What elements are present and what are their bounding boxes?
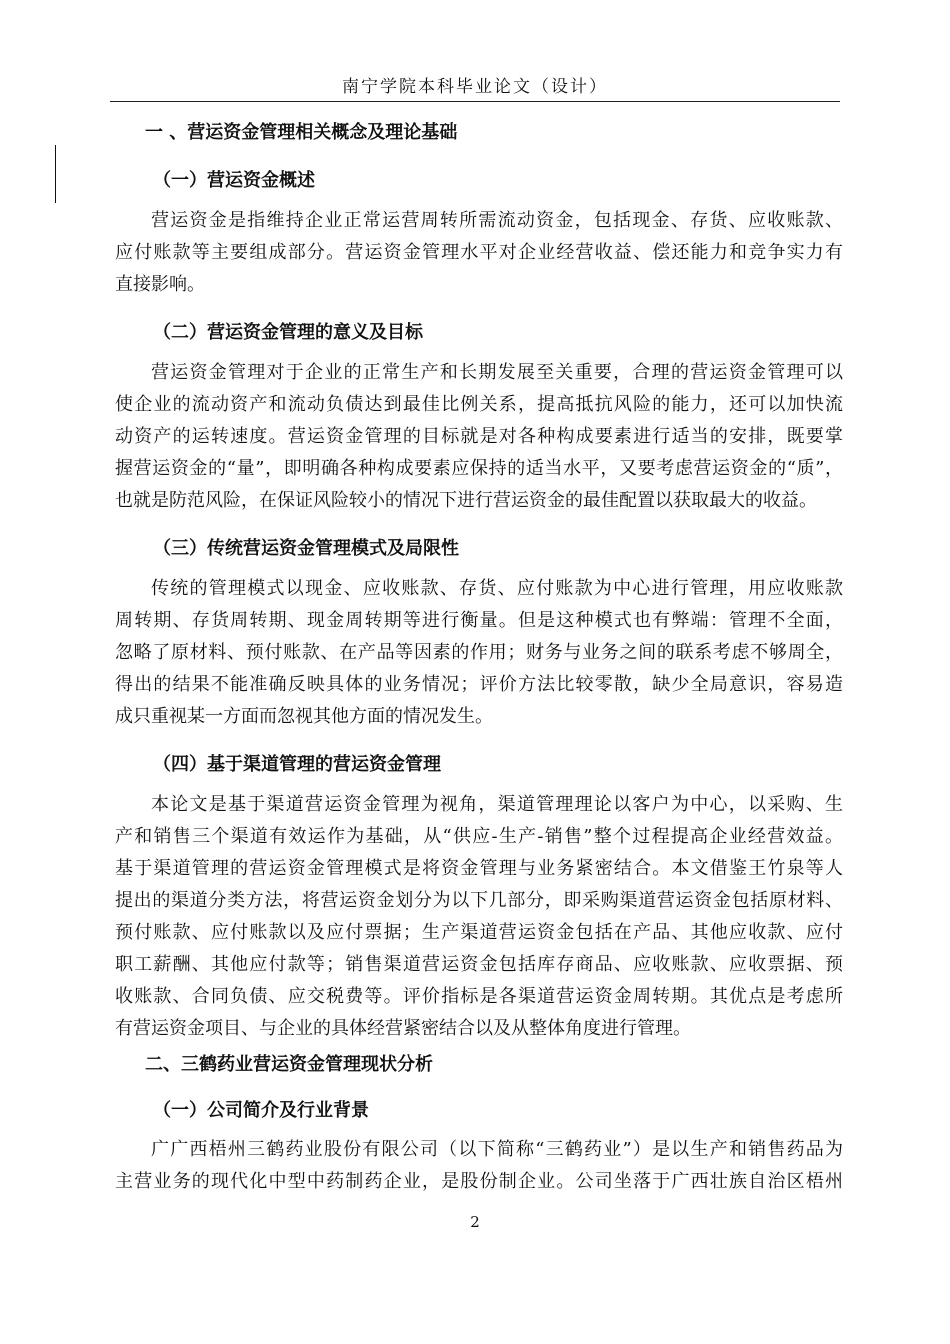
paragraph-line: 广广西梧州三鹤药业股份有限公司（以下简称“三鹤药业”）是以生产和销售药品为 [151,1139,843,1160]
paragraph-line: 基于渠道管理的营运资金管理模式是将资金管理与业务紧密结合。本文借鉴王竹泉等人 [115,858,843,879]
subsection-heading-1-1: （一）营运资金概述 [153,170,315,191]
paragraph-line: 得出的结果不能准确反映具体的业务情况；评价方法比较零散，缺少全局意识，容易造 [115,674,843,695]
paragraph-1-2 [115,357,843,517]
paragraph-line: 主营业务的现代化中型中药制药企业，是股份制企业。公司坐落于广西壮族自治区梧州 [115,1171,843,1192]
page-number: 2 [470,1213,480,1231]
subsection-heading-2-1: （一）公司简介及行业背景 [153,1100,369,1121]
paragraph-line: 成只重视某一方面而忽视其他方面的情况发生。 [115,706,493,727]
paragraph-line: 预付账款、应付账款以及应付票据；生产渠道营运资金包括在产品、其他应收款、应付 [115,922,843,943]
paragraph-line: 忽略了原材料、预付账款、在产品等因素的作用；财务与业务之间的联系考虑不够周全， [115,642,843,663]
section-heading-2: 二、三鹤药业营运资金管理现状分析 [145,1054,433,1075]
paragraph-line: 握营运资金的“量”，即明确各种构成要素应保持的适当水平，又要考虑营运资金的“质”， [115,458,843,479]
subsection-heading-1-3: （三）传统营运资金管理模式及局限性 [153,538,459,559]
paragraph-line: 应付账款等主要组成部分。营运资金管理水平对企业经营收益、偿还能力和竞争实力有 [115,242,843,263]
paragraph-1-1 [115,205,843,301]
paragraph-line: 周转期、存货周转期、现金周转期等进行衡量。但是这种模式也有弊端：管理不全面， [115,610,843,631]
paragraph-line: 营运资金是指维持企业正常运营周转所需流动资金，包括现金、存货、应收账款、 [151,210,843,231]
paragraph-line: 也就是防范风险，在保证风险较小的情况下进行营运资金的最佳配置以获取最大的收益。 [115,490,817,511]
paragraph-line: 提出的渠道分类方法，将营运资金划分为以下几部分，即采购渠道营运资金包括原材料、 [115,890,843,911]
paragraph-1-3 [115,573,843,733]
paragraph-line: 直接影响。 [115,274,205,295]
paragraph-line: 营运资金管理对于企业的正常生产和长期发展至关重要，合理的营运资金管理可以 [151,362,843,383]
paragraph-line: 职工薪酬、其他应付款等；销售渠道营运资金包括库存商品、应收账款、应收票据、预 [115,954,843,975]
section-heading-1: 一 、营运资金管理相关概念及理论基础 [145,122,458,143]
paragraph-1-4 [115,789,843,1045]
page-header-title: 南宁学院本科毕业论文（设计） [342,77,608,97]
paragraph-2-1 [115,1134,843,1198]
subsection-heading-1-4: （四）基于渠道管理的营运资金管理 [153,754,441,775]
paragraph-line: 动资产的运转速度。营运资金管理的目标就是对各种构成要素进行适当的安排，既要掌 [115,426,843,447]
paragraph-line: 传统的管理模式以现金、应收账款、存货、应付账款为中心进行管理，用应收账款 [151,578,843,599]
subsection-heading-1-2: （二）营运资金管理的意义及目标 [153,322,423,343]
paragraph-line: 本论文是基于渠道营运资金管理为视角，渠道管理理论以客户为中心，以采购、生 [151,794,843,815]
paragraph-line: 有营运资金项目、与企业的具体经营紧密结合以及从整体角度进行管理。 [115,1018,691,1039]
text-cursor-mark [55,145,56,203]
paragraph-line: 产和销售三个渠道有效运作为基础，从“供应-生产-销售”整个过程提高企业经营效益。 [115,826,843,847]
paragraph-line: 使企业的流动资产和流动负债达到最佳比例关系，提高抵抗风险的能力，还可以加快流 [115,394,843,415]
paragraph-line: 收账款、合同负债、应交税费等。评价指标是各渠道营运资金周转期。其优点是考虑所 [115,986,843,1007]
header-rule [110,101,840,102]
